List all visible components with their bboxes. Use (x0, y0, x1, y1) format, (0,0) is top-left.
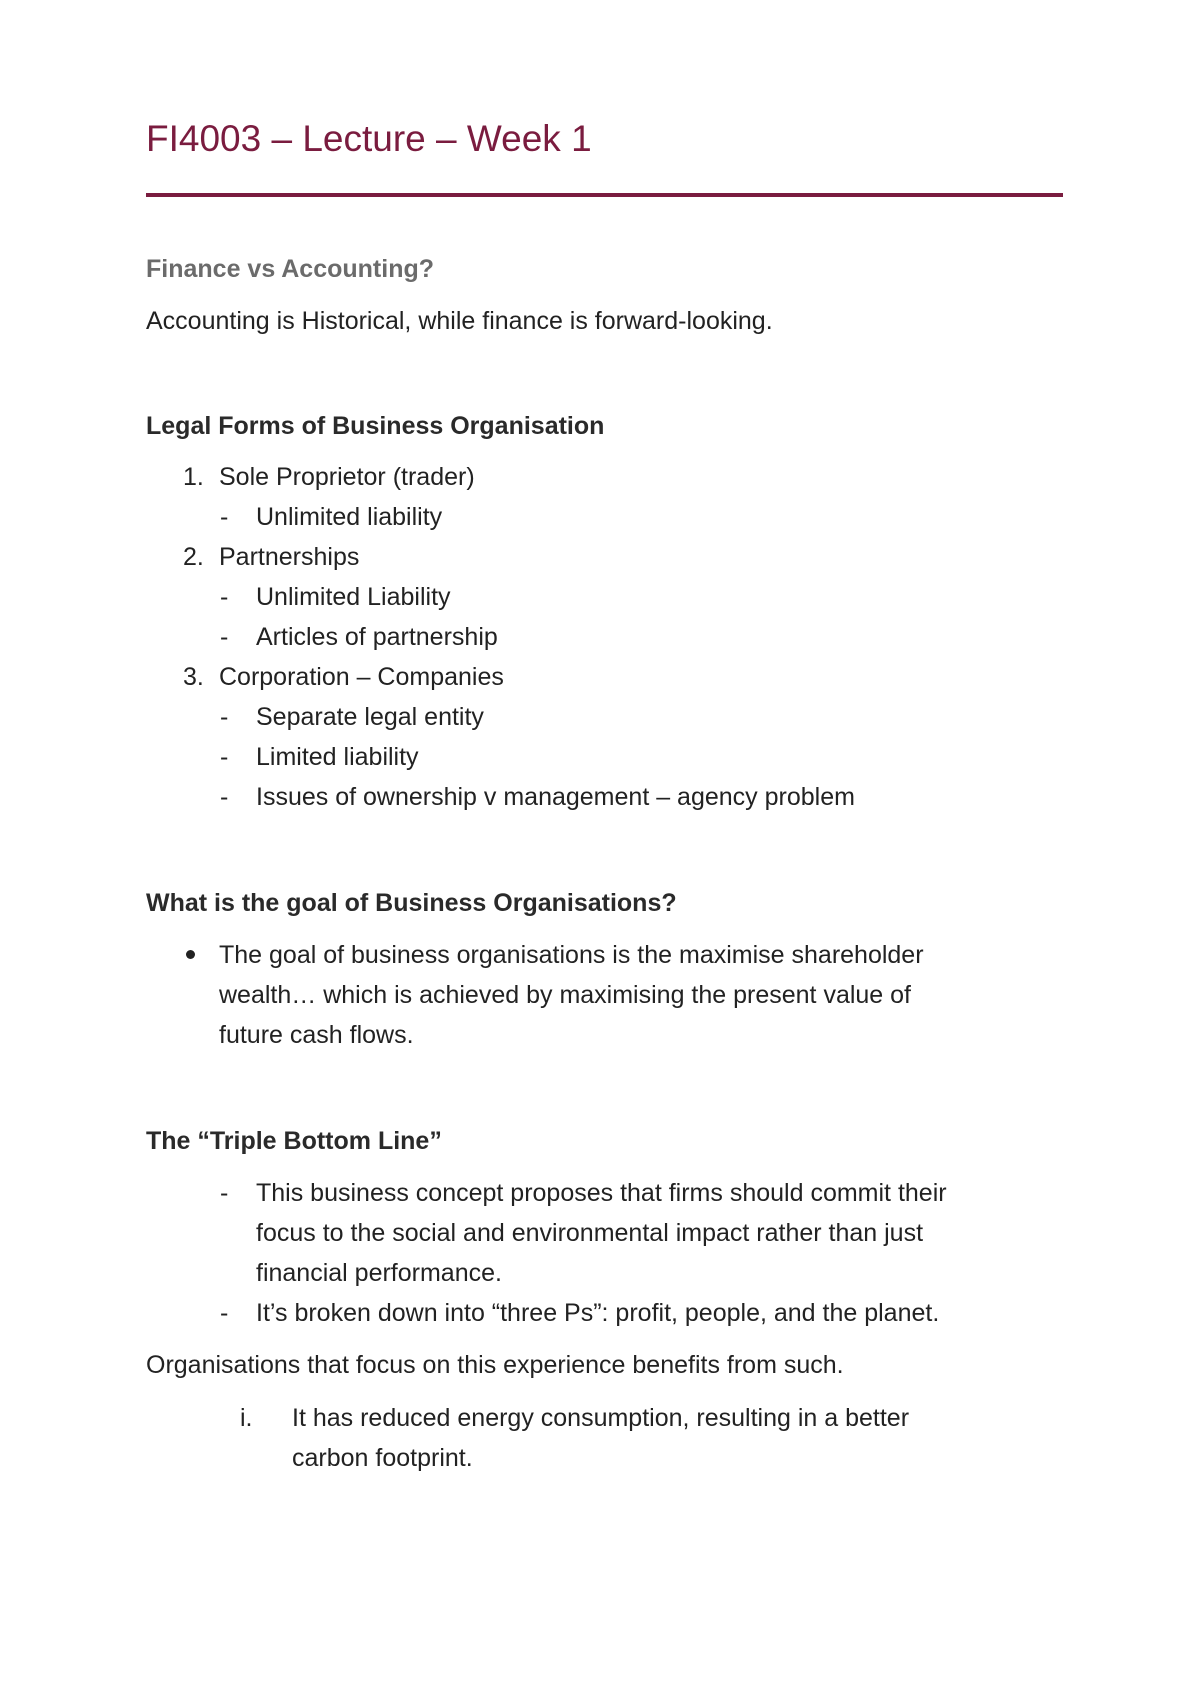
heading-goal-of-business: What is the goal of Business Organisations? (146, 889, 677, 917)
dash-marker: - (220, 1299, 229, 1327)
dash-marker: - (220, 623, 229, 651)
roman-marker-i: i. (240, 1404, 253, 1432)
sub-item-articles-of-partnership: Articles of partnership (256, 623, 498, 651)
list-item-sole-proprietor: Sole Proprietor (trader) (219, 463, 475, 491)
sub-item-separate-legal-entity: Separate legal entity (256, 703, 484, 731)
list-item-corporation: Corporation – Companies (219, 663, 504, 691)
dash-marker: - (220, 783, 229, 811)
sub-item-unlimited-liability: Unlimited liability (256, 503, 443, 531)
list-item-partnerships: Partnerships (219, 543, 360, 571)
page-title: FI4003 – Lecture – Week 1 (146, 118, 592, 159)
dash-marker: - (220, 1179, 229, 1207)
finance-text: Accounting is Historical, while finance is forward-looking. (146, 307, 773, 335)
heading-legal-forms: Legal Forms of Business Organisation (146, 412, 605, 440)
heading-finance-vs-accounting: Finance vs Accounting? (146, 255, 435, 283)
list-number-3: 3. (183, 663, 204, 691)
tbl-item-1-line-1: This business concept proposes that firms should commit their (256, 1179, 947, 1207)
tbl-item-1-line-2: focus to the social and environmental impact rather than just (256, 1219, 924, 1247)
dash-marker: - (220, 743, 229, 771)
bullet-dot-icon (186, 950, 195, 959)
dash-marker: - (220, 583, 229, 611)
sub-item-agency-problem: Issues of ownership v management – agency problem (256, 783, 855, 811)
benefit-item-1-line-2: carbon footprint. (292, 1444, 473, 1472)
sub-item-limited-liability: Limited liability (256, 743, 419, 771)
list-number-1: 1. (183, 463, 204, 491)
tbl-item-2: It’s broken down into “three Ps”: profit, people, and the planet. (256, 1299, 940, 1327)
benefit-item-1-line-1: It has reduced energy consumption, resulting in a better (292, 1404, 910, 1432)
tbl-item-1-line-3: financial performance. (256, 1259, 502, 1287)
organisations-paragraph: Organisations that focus on this experience benefits from such. (146, 1351, 844, 1379)
dash-marker: - (220, 503, 229, 531)
goal-text-line-3: future cash flows. (219, 1021, 414, 1049)
list-number-2: 2. (183, 543, 204, 571)
sub-item-unlimited-liability-2: Unlimited Liability (256, 583, 451, 611)
goal-text-line-1: The goal of business organisations is the maximise shareholder (219, 941, 924, 969)
heading-triple-bottom-line: The “Triple Bottom Line” (146, 1127, 442, 1155)
goal-text-line-2: wealth… which is achieved by maximising the present value of (219, 981, 912, 1009)
dash-marker: - (220, 703, 229, 731)
title-rule (146, 193, 1063, 197)
